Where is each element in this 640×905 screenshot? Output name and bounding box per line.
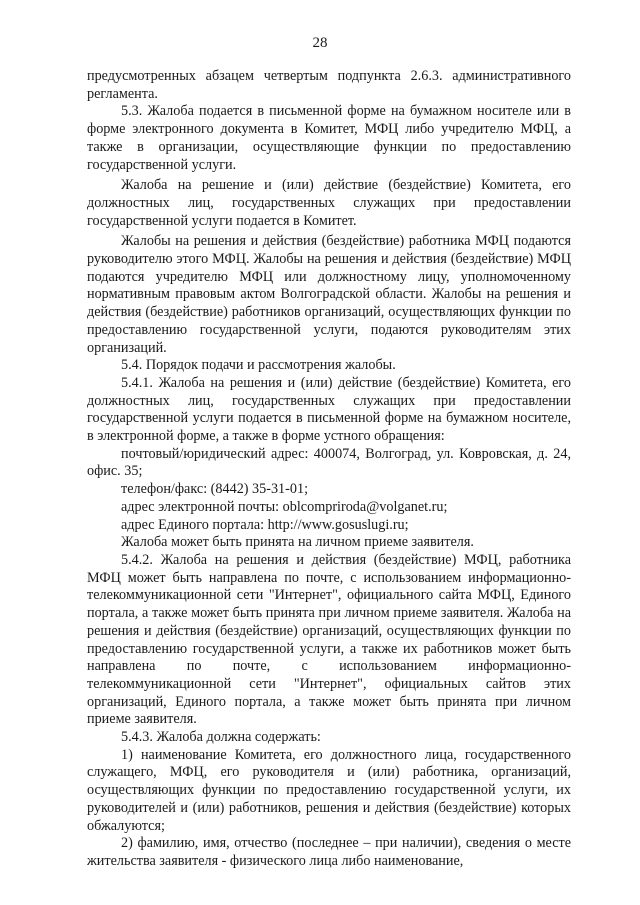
list-item-2: 2) фамилию, имя, отчество (последнее – при наличии), сведения о месте жительства заявителя - физического лица либо наименование, <box>87 835 571 869</box>
paragraph-portal: адрес Единого портала: http://www.gosuslugi.ru; <box>121 516 409 533</box>
paragraph-phone-fax: телефон/факс: (8442) 35-31-01; <box>121 481 309 498</box>
paragraph-personal-reception: Жалоба может быть принята на личном приеме заявителя. <box>121 534 474 551</box>
document-body <box>87 68 571 871</box>
paragraph-complaint-committee: Жалоба на решение и (или) действие (бездействие) Комитета, его должностных лиц, государственных служащих при предоставлении государственной услуги подается в Комитет. <box>87 177 571 229</box>
paragraph-5-4-1: 5.4.1. Жалоба на решения и (или) действие (бездействие) Комитета, его должностных лиц, государственных служащих при предоставлении государственной услуги подается в письменной форме на бумажном носителе, в электронной форме, а также в форме устного обращения: <box>87 374 571 445</box>
paragraph-continuation: предусмотренных абзацем четвертым подпункта 2.6.3. административного регламента. <box>87 68 571 102</box>
paragraph-5-3: 5.3. Жалоба подается в письменной форме на бумажном носителе или в форме электронного документа в Комитет, МФЦ либо учредителю МФЦ, а также в организации, осуществляющие функции по предоставлению государственной услуги. <box>87 103 571 173</box>
page-number: 28 <box>312 35 328 51</box>
paragraph-5-4: 5.4. Порядок подачи и рассмотрения жалобы. <box>121 357 396 374</box>
paragraph-email: адрес электронной почты: oblcompriroda@volganet.ru; <box>121 498 448 515</box>
paragraph-complaint-mfc: Жалобы на решения и действия (бездействие) работника МФЦ подаются руководителю этого МФЦ. Жалобы на решения и действия (бездействие) МФЦ подаются учредителю МФЦ или должностному лицу, уполномоченному нормативным правовым актом Волгоградской области. Жалобы на решения и действия (бездействие) работников организаций, осуществляющих функции по предоставлению государственной услуги, подаются руководителям этих организаций. <box>87 233 571 356</box>
paragraph-5-4-3: 5.4.3. Жалоба должна содержать: <box>121 729 321 746</box>
paragraph-postal-address: почтовый/юридический адрес: 400074, Волгоград, ул. Ковровская, д. 24, офис. 35; <box>87 445 571 480</box>
paragraph-5-4-2: 5.4.2. Жалоба на решения и действия (бездействие) МФЦ, работника МФЦ может быть направлена по почте, с использованием информационно-телекоммуникационной сети "Интернет", официального сайта МФЦ, Единого портала, а также может быть принята при личном приеме заявителя. Жалоба на решения и действия (бездействие) организаций, осуществляющих функции по предоставлению государственной услуги, а также их работников может быть направлена по почте, с использованием информационно-телекоммуникационной сети "Интернет", официальных сайтов этих организаций, Единого портала, а также может быть принята при личном приеме заявителя. <box>87 551 571 728</box>
list-item-1: 1) наименование Комитета, его должностного лица, государственного служащего, МФЦ, его руководителя и (или) работника, организаций, осуществляющих функции по предоставлению государственной услуги, их руководителей и (или) работников, решения и действия (бездействие) которых обжалуются; <box>87 746 571 834</box>
